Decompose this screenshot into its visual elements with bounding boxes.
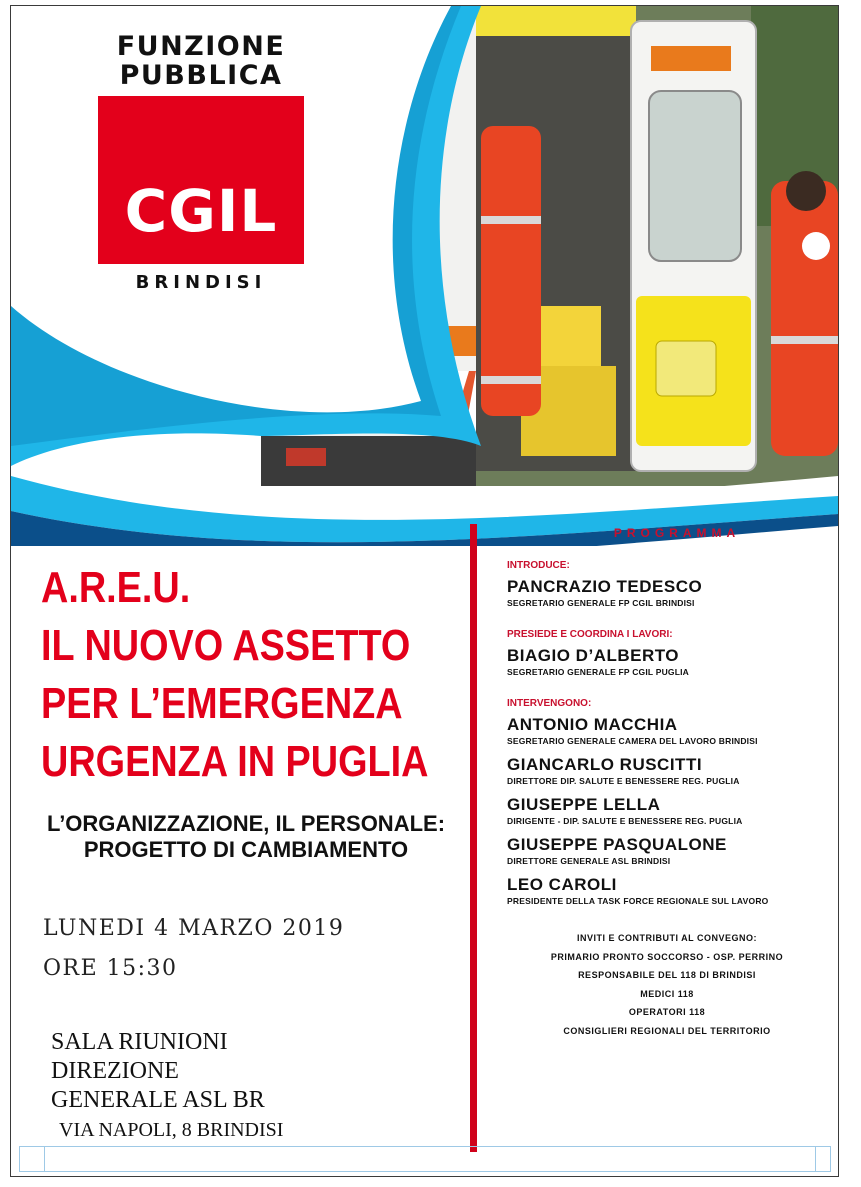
introduce-label: INTRODUCE: (507, 560, 570, 571)
speakers-label: INTERVENGONO: (507, 698, 592, 709)
speaker-role: DIRIGENTE - DIP. SALUTE E BENESSERE REG. PUGLIA (507, 816, 743, 826)
speaker-name: ANTONIO MACCHIA (507, 715, 678, 734)
red-divider (470, 524, 477, 1152)
subtitle-line: PROGETTO DI CAMBIAMENTO (83, 837, 409, 862)
program-column (507, 526, 827, 1040)
speaker-role: SEGRETARIO GENERALE FP CGIL BRINDISI (507, 598, 695, 608)
hero-banner (11, 6, 838, 546)
flyer-page (10, 5, 839, 1177)
venue-line: DIREZIONE (51, 1058, 179, 1084)
footer-guide-box (19, 1146, 831, 1172)
event-date: LUNEDI 4 MARZO 2019 (43, 916, 345, 941)
guest-line: MEDICI 118 (640, 988, 694, 999)
guest-line: OPERATORI 118 (628, 1007, 706, 1017)
title-line: IL NUOVO ASSETTO (41, 621, 411, 670)
subtitle-line: L’ORGANIZZAZIONE, IL PERSONALE: (46, 811, 446, 836)
guest-line: PRIMARIO PRONTO SOCCORSO - OSP. PERRINO (550, 951, 784, 962)
introducer (507, 577, 827, 609)
speaker-role: SEGRETARIO GENERALE CAMERA DEL LAVORO BRINDISI (507, 736, 758, 746)
footer-guide-tick (815, 1147, 816, 1171)
chair-label: PRESIEDE E COORDINA I LAVORI: (507, 629, 673, 640)
title-line: A.R.E.U. (41, 563, 191, 612)
guest-line: CONSIGLIERI REGIONALI DEL TERRITORIO (563, 1025, 771, 1036)
footer-guide-tick (44, 1147, 45, 1171)
speaker (507, 835, 827, 867)
speaker-name: PANCRAZIO TEDESCO (507, 577, 703, 596)
speaker-name: LEO CAROLI (507, 875, 617, 894)
program-heading: PROGRAMMA (613, 526, 741, 540)
event-time: ORE 15:30 (43, 956, 178, 981)
guest-list (507, 929, 827, 1040)
speaker-name: GIUSEPPE PASQUALONE (507, 835, 727, 854)
speaker (507, 755, 827, 787)
title-line: PER L’EMERGENZA (41, 679, 403, 728)
title-line: URGENZA IN PUGLIA (41, 737, 429, 786)
subtitle (41, 811, 451, 863)
speaker (507, 715, 827, 747)
speaker (507, 875, 827, 907)
speaker-role: PRESIDENTE DELLA TASK FORCE REGIONALE SUL LAVORO (507, 896, 769, 906)
event-venue (51, 1028, 283, 1143)
logo-red-box (98, 96, 304, 264)
logo-brand: CGIL (124, 177, 278, 245)
speaker-role: DIRETTORE DIP. SALUTE E BENESSERE REG. PUGLIA (507, 776, 740, 786)
venue-line: GENERALE ASL BR (51, 1087, 265, 1113)
venue-address: VIA NAPOLI, 8 BRINDISI (59, 1119, 284, 1141)
paramedic-figure (481, 126, 541, 416)
venue-line: SALA RIUNIONI (51, 1029, 228, 1055)
logo-city: BRINDISI (135, 272, 267, 293)
speaker-name: GIUSEPPE LELLA (507, 795, 661, 814)
chair (507, 646, 827, 678)
speaker-role: DIRETTORE GENERALE ASL BRINDISI (507, 856, 671, 866)
speaker-name: BIAGIO D’ALBERTO (507, 646, 680, 665)
guest-line: INVITI E CONTRIBUTI AL CONVEGNO: (576, 933, 757, 943)
cgil-logo (81, 32, 321, 293)
speaker (507, 795, 827, 827)
logo-line-2: PUBBLICA (119, 60, 283, 91)
speaker-name: GIANCARLO RUSCITTI (507, 755, 703, 774)
main-title (41, 559, 429, 791)
speaker-role: SEGRETARIO GENERALE FP CGIL PUGLIA (507, 667, 690, 677)
logo-line-1: FUNZIONE (116, 31, 286, 62)
guest-line: RESPONSABILE DEL 118 DI BRINDISI (578, 970, 756, 980)
